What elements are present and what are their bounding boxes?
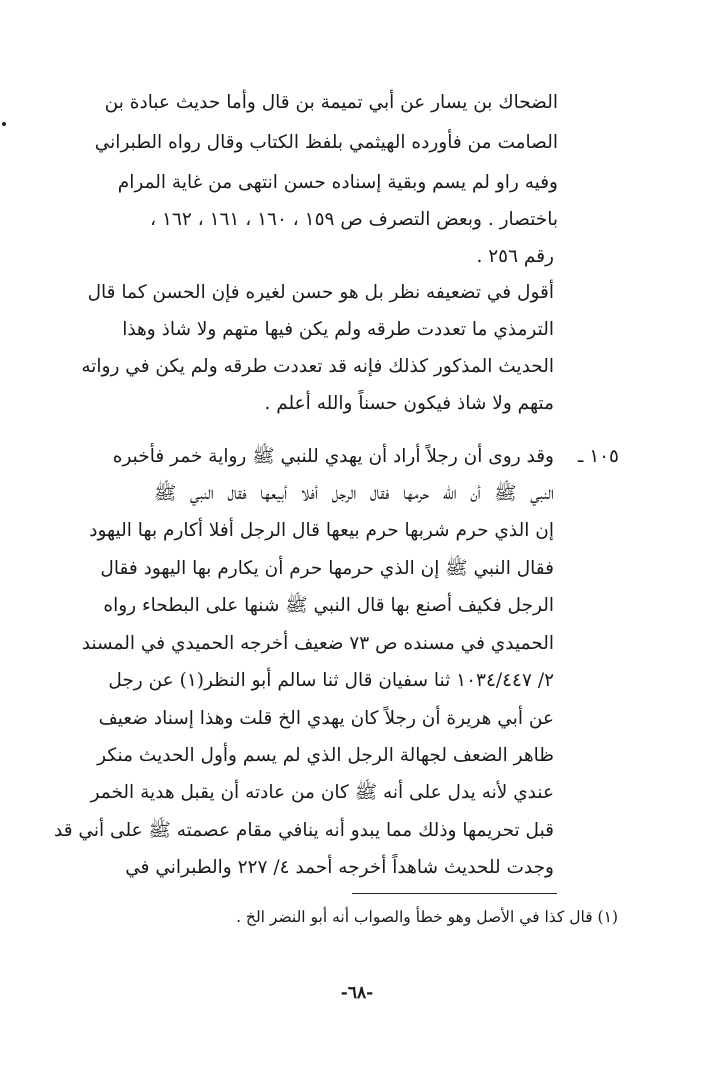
text-line: عن أبي هريرة أن رجلاً كان يهدي الخ قلت وهذا إسناد ضعيف	[98, 708, 554, 729]
text-line: الحديث المذكور كذلك فإنه قد تعددت طرقه ولم يكن في رواته	[81, 356, 554, 377]
text-line: النبي ﷺ أن الله حرمها فقال الرجل أفلا أبيعها فقال النبي ﷺ	[154, 483, 554, 504]
text-line: الترمذي ما تعددت طرقه ولم يكن فيها متهم ولا شاذ وهذا	[122, 319, 554, 340]
page-number: -٦٨-	[340, 983, 374, 1003]
text-line: باختصار . وبعض التصرف ص ١٥٩ ، ١٦٠ ، ١٦١ ، ١٦٢ ،	[150, 209, 558, 230]
text-line: وقد روى أن رجلاً أراد أن يهدي للنبي ﷺ رواية خمر فأخبره	[112, 446, 554, 467]
margin-mark	[2, 122, 6, 126]
text-line: رقم ٢٥٦ .	[476, 246, 554, 267]
entry-number: ١٠٥ ـ	[577, 446, 619, 467]
footnote-rule	[352, 893, 557, 894]
text-line: الرجل فكيف أصنع بها قال النبي ﷺ شنها على البطحاء رواه	[103, 595, 554, 616]
text-line: عندي لأنه يدل على أنه ﷺ كان من عادته أن يقبل هدية الخمر	[90, 782, 554, 803]
text-line: قبل تحريمها وذلك مما يبدو أنه ينافي مقام عصمته ﷺ على أني قد	[54, 820, 554, 841]
text-line: وفيه راو لم يسم وبقية إسناده حسن انتهى من غاية المرام	[117, 172, 558, 193]
text-line: الحميدي في مسنده ص ٧٣ ضعيف أخرجه الحميدي في المسند	[81, 633, 554, 654]
text-line: الضحاك بن يسار عن أبي تميمة بن قال وأما حديث عبادة بن	[104, 92, 558, 113]
text-line: الصامت من فأورده الهيثمي بلفظ الكتاب وقال رواه الطبراني	[94, 132, 558, 153]
footnote: (١) قال كذا في الأصل وهو خطأ والصواب أنه أبو النضر الخ .	[236, 908, 618, 926]
text-line: ظاهر الضعف لجهالة الرجل الذي لم يسم وأول الحديث منكر	[97, 745, 554, 766]
text-line: متهم ولا شاذ فيكون حسناً والله أعلم .	[264, 393, 554, 414]
text-line: أقول في تضعيفه نظر بل هو حسن لغيره فإن الحسن كما قال	[87, 282, 554, 303]
text-line: إن الذي حرم شربها حرم بيعها قال الرجل أفلا أكارم بها اليهود	[89, 520, 554, 541]
text-line: وجدت للحديث شاهداً أخرجه أحمد ٤/ ٢٢٧ والطبراني في	[125, 857, 554, 878]
text-line: فقال النبي ﷺ إن الذي حرمها حرم أن يكارم بها اليهود فقال	[100, 558, 554, 579]
text-line: ٢/ ١٠٣٤/٤٤٧ ثنا سفيان قال ثنا سالم أبو النظر(١) عن رجل	[108, 670, 554, 691]
